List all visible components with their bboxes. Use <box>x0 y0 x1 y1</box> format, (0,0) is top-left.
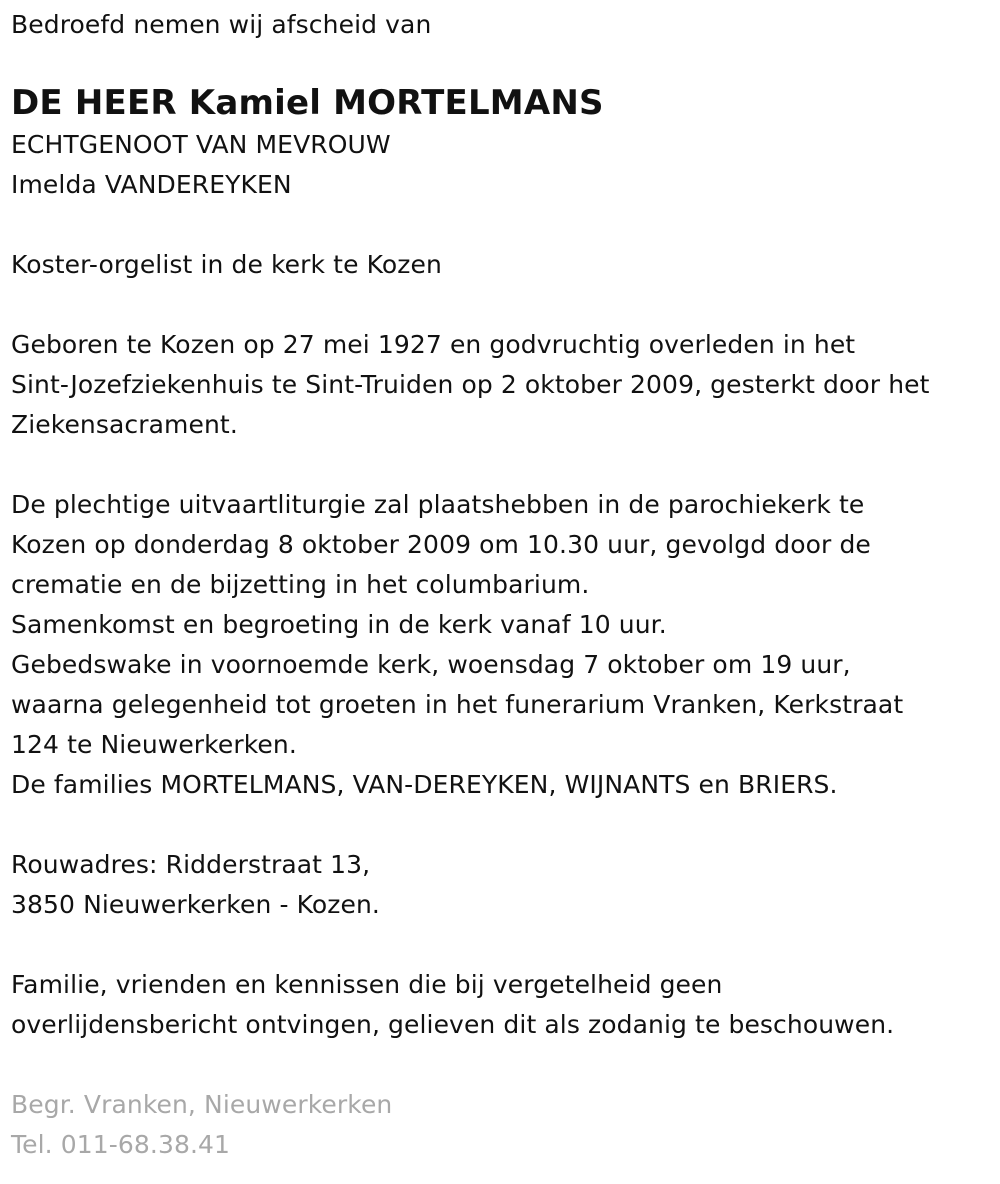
spacer <box>11 1045 996 1085</box>
paragraph-line: waarna gelegenheid tot groeten in het funerarium Vranken, Kerkstraat <box>11 690 904 719</box>
paragraph-line: crematie en de bijzetting in het columbarium. <box>11 570 590 599</box>
spacer <box>11 805 996 845</box>
intro-text: Bedroefd nemen wij afscheid van <box>11 10 432 39</box>
paragraph-line: Samenkomst en begroeting in de kerk vanaf 10 uur. <box>11 610 667 639</box>
mourning-address <box>11 845 996 925</box>
paragraph-line: Kozen op donderdag 8 oktober 2009 om 10.30 uur, gevolgd door de <box>11 530 871 559</box>
paragraph-line: Familie, vrienden en kennissen die bij vergetelheid geen <box>11 970 723 999</box>
spacer <box>11 445 996 485</box>
deceased-name: DE HEER Kamiel MORTELMANS <box>11 83 604 123</box>
spacer <box>11 285 996 325</box>
undertaker-name: Begr. Vranken, Nieuwerkerken <box>11 1090 393 1119</box>
spouse-line-1: ECHTGENOOT VAN MEVROUW <box>11 130 391 159</box>
paragraph-line: Geboren te Kozen op 27 mei 1927 en godvruchtig overleden in het <box>11 330 856 359</box>
address-line: Rouwadres: Ridderstraat 13, <box>11 850 371 879</box>
occupation-text: Koster-orgelist in de kerk te Kozen <box>11 250 442 279</box>
obituary-notice <box>11 0 996 1165</box>
address-line: 3850 Nieuwerkerken - Kozen. <box>11 890 380 919</box>
undertaker-phone: Tel. 011-68.38.41 <box>11 1130 231 1159</box>
paragraph-line: Sint-Jozefziekenhuis te Sint-Truiden op 2 oktober 2009, gesterkt door het <box>11 370 930 399</box>
spouse-line-2: Imelda VANDEREYKEN <box>11 170 292 199</box>
ceremony-paragraph <box>11 485 996 805</box>
families-line: De families MORTELMANS, VAN-DEREYKEN, WIJNANTS en BRIERS. <box>11 770 838 799</box>
spacer <box>11 925 996 965</box>
birth-death-paragraph <box>11 325 996 445</box>
notice-paragraph <box>11 965 996 1045</box>
paragraph-line: 124 te Nieuwerkerken. <box>11 730 297 759</box>
undertaker-footer <box>11 1085 996 1165</box>
paragraph-line: De plechtige uitvaartliturgie zal plaatshebben in de parochiekerk te <box>11 490 865 519</box>
spacer <box>11 205 996 245</box>
paragraph-line: Gebedswake in voornoemde kerk, woensdag 7 oktober om 19 uur, <box>11 650 851 679</box>
paragraph-line: Ziekensacrament. <box>11 410 238 439</box>
paragraph-line: overlijdensbericht ontvingen, gelieven dit als zodanig te beschouwen. <box>11 1010 895 1039</box>
